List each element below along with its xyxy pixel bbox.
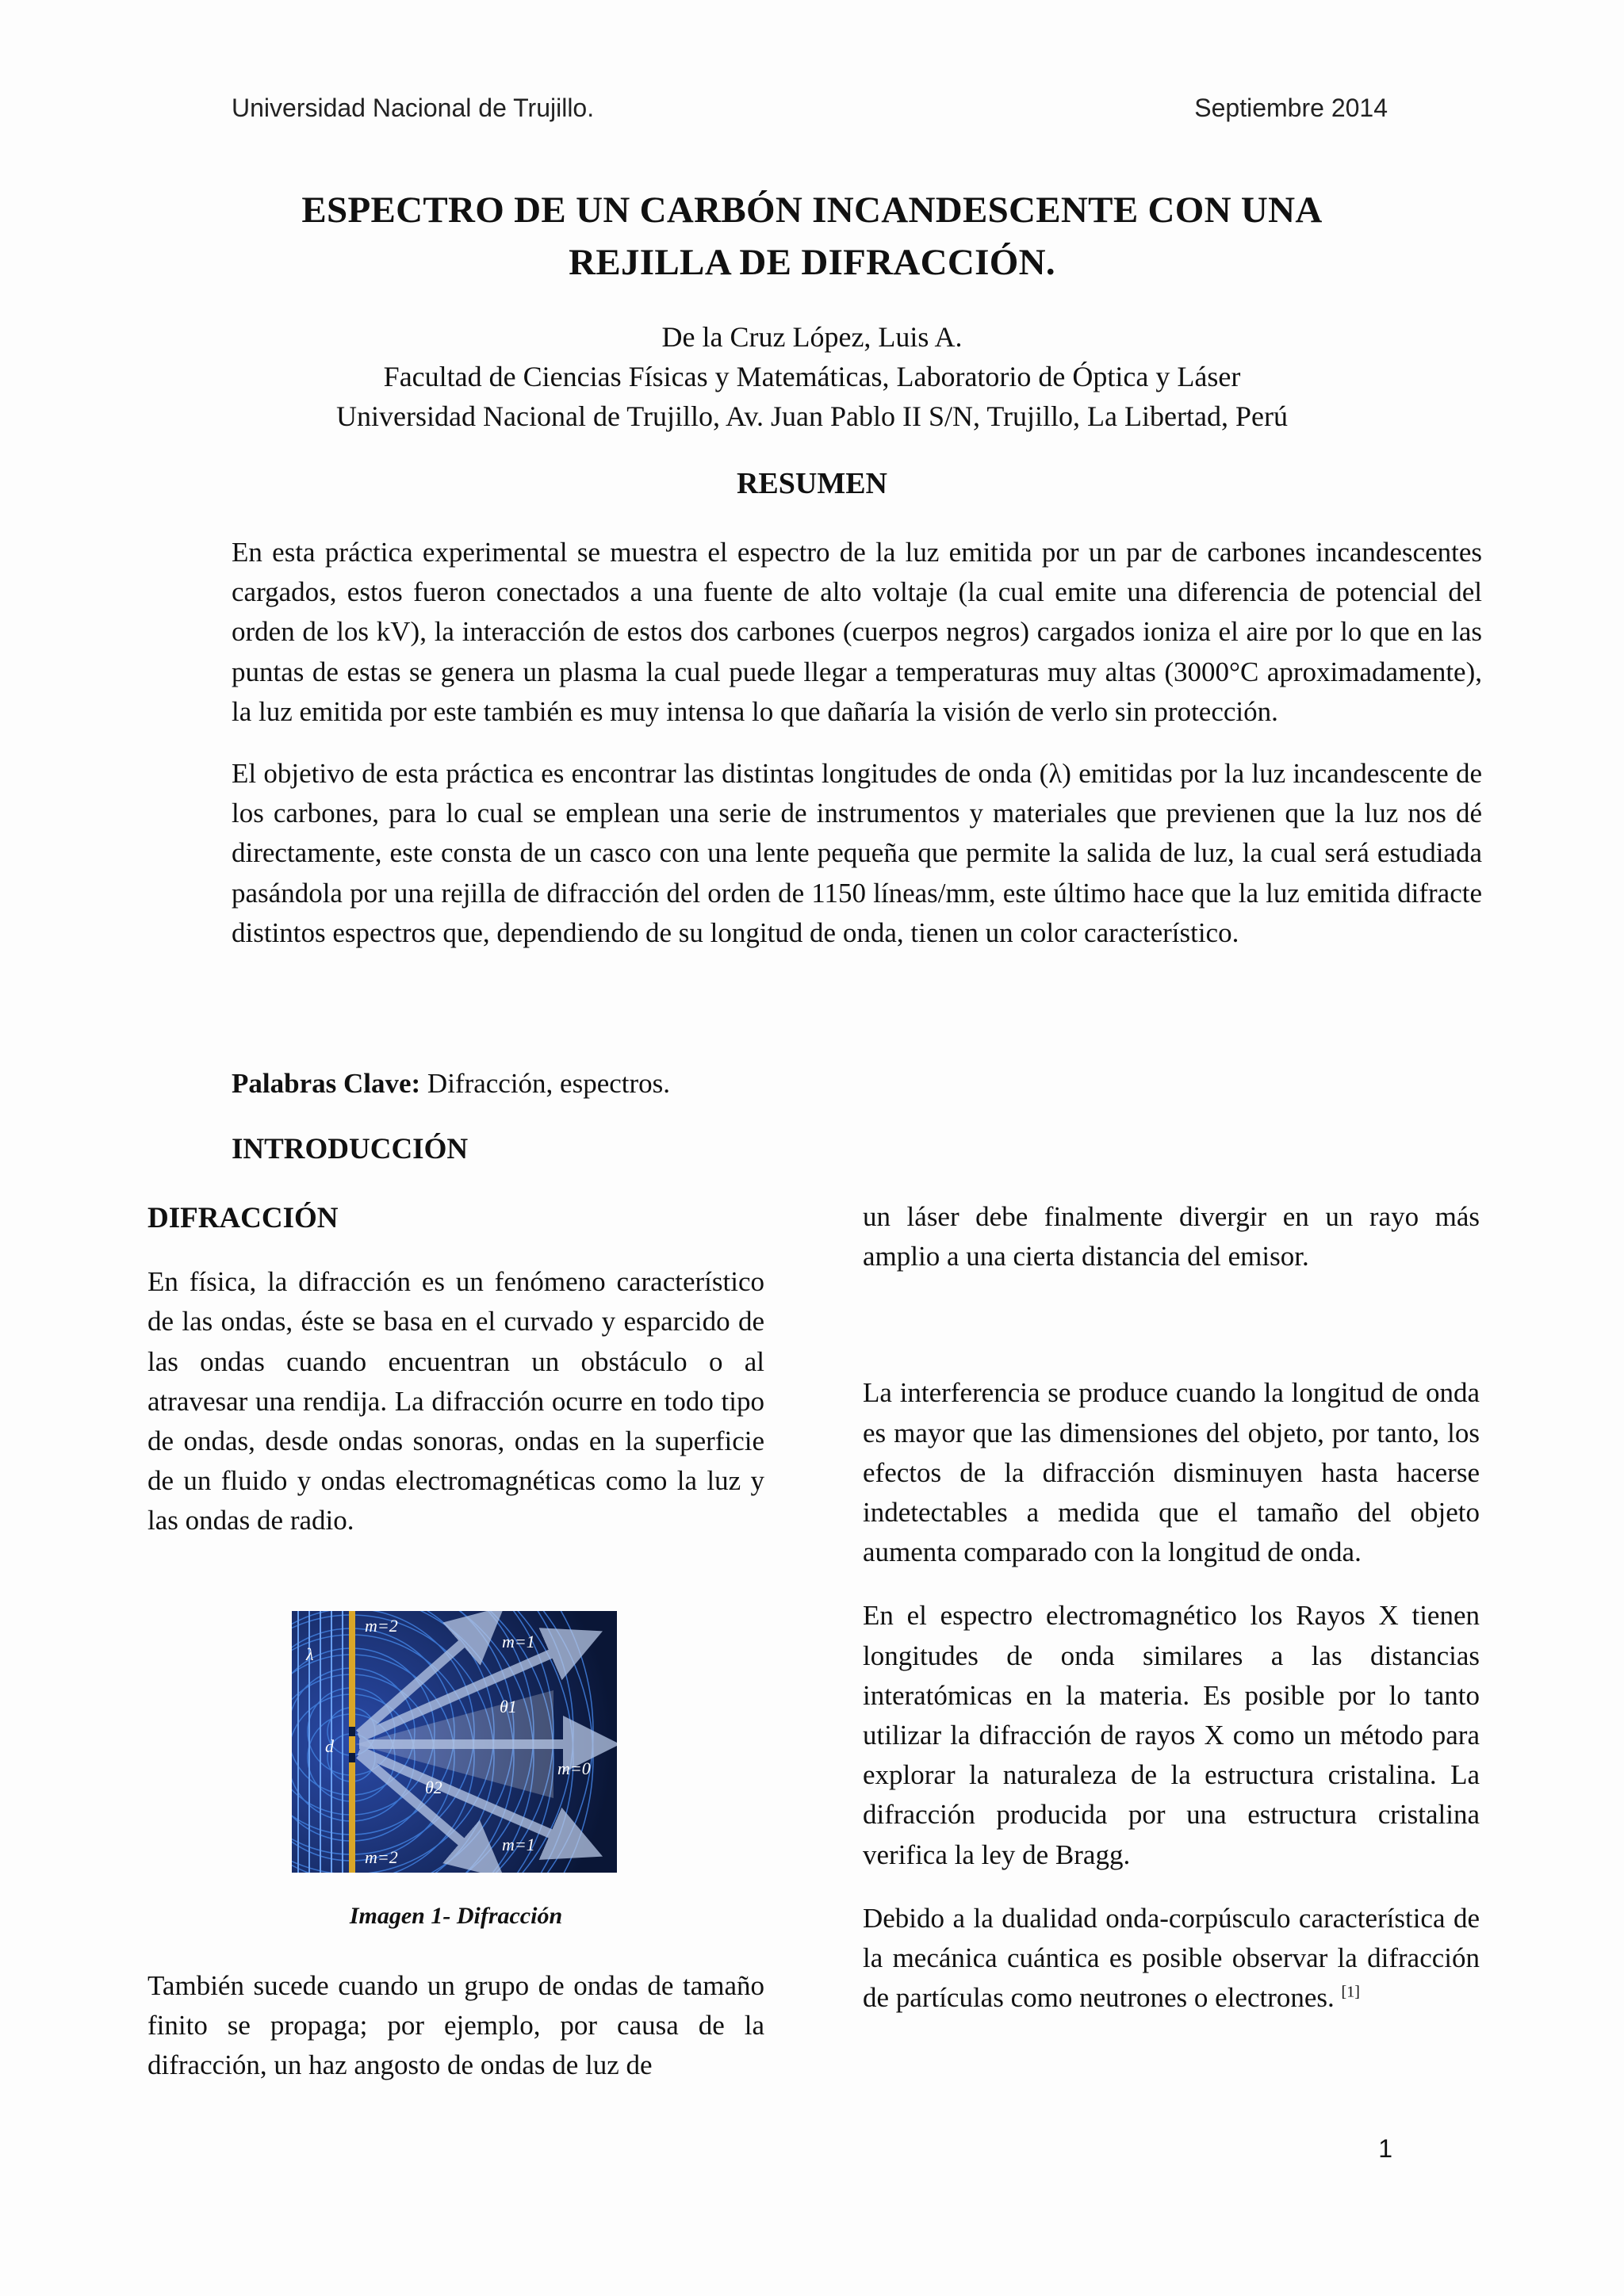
abstract-heading: RESUMEN (736, 467, 888, 500)
affiliation-university: Universidad Nacional de Trujillo, Av. Juan Pablo II S/N, Trujillo, La Libertad, Perú (336, 400, 1288, 432)
order-m1-top-label: m=1 (502, 1632, 535, 1651)
theta2-label: θ2 (425, 1777, 442, 1797)
order-m1-bottom-label: m=1 (502, 1835, 535, 1854)
author-name: De la Cruz López, Luis A. (661, 321, 963, 353)
slit-spacing-label: d (325, 1736, 334, 1756)
right-column (863, 1197, 1480, 2042)
left-column (147, 1199, 764, 1541)
title-line-1: ESPECTRO DE UN CARBÓN INCANDESCENTE CON UNA (301, 189, 1323, 231)
diffraction-figure (292, 1611, 617, 1873)
title-line-2: REJILLA DE DIFRACCIÓN. (569, 242, 1055, 283)
figure-caption: Imagen 1- Difracción (349, 1903, 563, 1929)
author-block (232, 317, 1392, 436)
body-paragraph: En el espectro electromagnético los Rayos X tienen longitudes de onda similares a las distancias interatómicas en la materia. Es posible por lo tanto utilizar la difracción de rayos X como un método para explorar la naturaleza de la estructura cristalina. La difracción producida por una estructura cristalina verifica la ley de Bragg. (863, 1600, 1480, 1870)
left-column-continued (147, 1966, 764, 2086)
keywords (232, 1068, 670, 1100)
body-text: Debido a la dualidad onda-corpúsculo característica de la mecánica cuántica es posible observar la difracción de partículas como neutrones o electrones. (863, 1902, 1480, 2014)
affiliation-faculty: Facultad de Ciencias Físicas y Matemáticas, Laboratorio de Óptica y Láser (383, 361, 1241, 392)
body-paragraph: un láser debe finalmente divergir en un rayo más amplio a una cierta distancia del emisor. (863, 1201, 1480, 1272)
theta1-label: θ1 (500, 1697, 517, 1716)
citation-reference: [1] (1341, 1983, 1360, 2001)
subsection-heading-diffraction: DIFRACCIÓN (147, 1202, 339, 1234)
order-m0-label: m=0 (557, 1758, 591, 1778)
lambda-label: λ (306, 1644, 314, 1664)
abstract-paragraph: El objetivo de esta práctica es encontrar las distintas longitudes de onda (λ) emitidas por la luz incandescente de los carbones, para lo cual se emplean una serie de instrumentos y materiales que previenen que la luz nos dé directamente, este consta de un casco con una lente pequeña que permite la salida de luz, la cual será estudiada pasándola por una rejilla de difracción del orden de 1150 líneas/mm, este último hace que la luz emitida difracte distintos espectros que, dependiendo de su longitud de onda, tienen un color característico. (232, 758, 1482, 948)
keywords-value: Difracción, espectros. (420, 1068, 671, 1099)
body-paragraph: También sucede cuando un grupo de ondas de tamaño finito se propaga; por ejemplo, por causa de la difracción, un haz angosto de ondas de luz de (147, 1970, 764, 2081)
diffraction-diagram (292, 1611, 617, 1873)
keywords-label: Palabras Clave: (232, 1068, 421, 1099)
running-header-left: Universidad Nacional de Trujillo. (232, 94, 595, 122)
abstract (232, 533, 1482, 975)
section-heading-introduction: INTRODUCCIÓN (232, 1133, 469, 1165)
order-m2-bottom-label: m=2 (365, 1847, 398, 1867)
body-paragraph: En física, la difracción es un fenómeno característico de las ondas, éste se basa en el curvado y esparcido de las ondas cuando encuentran un obstáculo o al atravesar una rendija. La difracción ocurre en todo tipo de ondas, desde ondas sonoras, ondas en la superficie de un fluido y ondas electromagnéticas como la luz y las ondas de radio. (147, 1266, 764, 1536)
order-m2-top-label: m=2 (365, 1616, 398, 1636)
body-paragraph: La interferencia se produce cuando la longitud de onda es mayor que las dimensiones del objeto, por tanto, los efectos de la difracción disminuyen hasta hacerse indetectables a medida que el tamaño del objeto aumenta comparado con la longitud de onda. (863, 1377, 1480, 1568)
abstract-paragraph: En esta práctica experimental se muestra el espectro de la luz emitida por un par de carbones incandescentes cargados, estos fueron conectados a una fuente de alto voltaje (la cual emite una diferencia de potencial del orden de los kV), la interacción de estos dos carbones (cuerpos negros) cargados ioniza el aire por lo que en las puntas de estas se genera un plasma la cual puede llegar a temperaturas muy altas (3000°C aproximadamente), la luz emitida por este también es muy intensa lo que dañaría la visión de verlo sin protección. (232, 537, 1482, 727)
paper-title (232, 184, 1392, 289)
page-number: 1 (1378, 2134, 1392, 2163)
body-paragraph (863, 1899, 1480, 2019)
running-header-right: Septiembre 2014 (1194, 94, 1388, 122)
